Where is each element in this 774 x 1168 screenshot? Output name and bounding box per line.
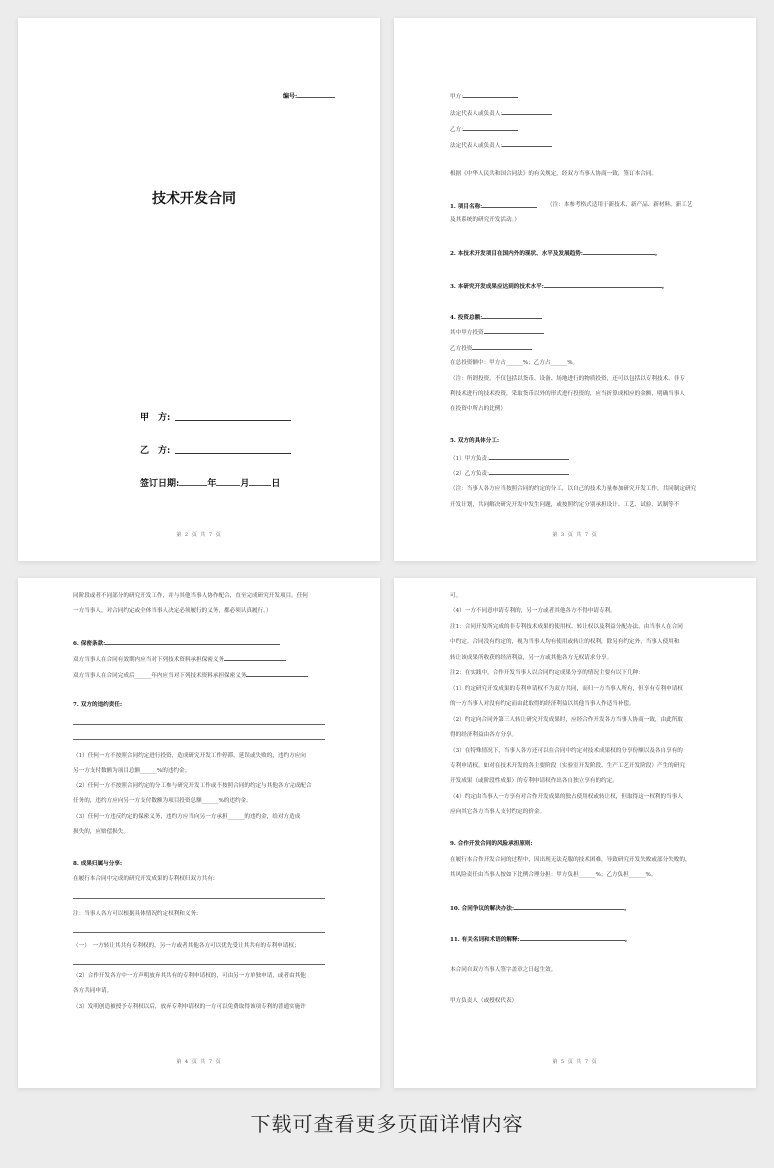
clause-text: [450, 686, 683, 693]
line-text: 任务的，违约方应向另一方支付数额为项目投资总额______%的违约金。: [73, 798, 252, 804]
clause-text: [73, 655, 286, 664]
line-text: （4）一方不同意申请专利的，另一方或者其他各方不得申请专利。: [450, 608, 616, 614]
clause-text: [73, 798, 252, 805]
clause-text: [73, 593, 308, 600]
clause-text: [450, 391, 685, 398]
line-text: 6. 保密条款:: [73, 641, 106, 647]
clause-text: [450, 171, 657, 178]
line-text: 专利申请权，如对在技术开发的各主要阶段（实验室开发阶段、生产工艺开发阶段）产生的研究: [450, 763, 685, 769]
line-text: 各方共同申请。: [73, 988, 113, 994]
line-text: 另一方支付数额为项目总额______%的违约金；: [73, 768, 191, 774]
clause-heading: 10. 合同争议的解决办法: 。: [450, 906, 630, 912]
line-text: （2）约定向合同外第三人转让研究开发成果时，应经合作开发各方当事人协商一致，由此所取: [450, 717, 683, 723]
line-text: 及其系统的研究开发活动。）: [450, 217, 520, 223]
line-text: 注2：在实践中，合作开发当事人以合同约定成果分享的情况主要有以下几种：: [450, 670, 644, 676]
clause-text: [73, 829, 129, 836]
day-label: 日: [271, 479, 281, 489]
line-text: （2）乙方负责:: [450, 471, 490, 477]
line-text: 一方当事人，对合同约定或全体当事人决定必须履行的义务，都必须认真履行。）: [73, 608, 272, 614]
year-blank: [179, 477, 207, 486]
fill-blank: [482, 313, 542, 319]
year-label: 年: [207, 479, 217, 489]
clause-text: [450, 655, 612, 662]
contract-title: 技术开发合同: [152, 191, 236, 207]
clause-text: [450, 670, 644, 677]
line-text: 2. 本技术开发项目在国内外的现状、水平及发展趋势:: [450, 251, 583, 257]
fill-blank: [105, 639, 280, 645]
clause-text: [450, 328, 544, 337]
line-text: 可。: [450, 593, 462, 599]
fill-blank: [583, 249, 655, 255]
clause-text: [450, 763, 685, 770]
blank-rule: [73, 898, 325, 899]
fill-blank: [463, 92, 518, 98]
line-text: 3. 本研究开发成果应达到的技术水平:: [450, 284, 544, 290]
clause-text: [450, 967, 556, 974]
page-number: 第 5 页 共 7 页: [552, 1059, 598, 1065]
line-text: 利技术进行的技术投资，采取货币以外的形式进行投资的，应当折算成相应的金额，明确当事人: [450, 391, 685, 397]
line-text: 甲方:: [450, 94, 464, 100]
clause-text: [73, 783, 312, 790]
fill-blank: [463, 125, 518, 131]
clause-text: [450, 717, 683, 724]
line-text: 10. 合同争议的解决办法:: [450, 906, 515, 912]
blank-rule: [73, 739, 325, 740]
clause-text: [450, 486, 696, 493]
clause-text: [450, 454, 569, 463]
line-text: 在履行本合作开发合同的过程中，因出现无法克服的技术困难，导致研究开发失败或部分失败的，: [450, 857, 691, 863]
clause-text: [450, 794, 683, 801]
line-text: 11. 有关名词和术语的解释:: [450, 937, 520, 943]
clause-text: [73, 608, 272, 615]
line-text: （2）合作开发各方中一方声明放弃其共有的专利申请权的，可由另一方单独申请，或者由其他: [73, 973, 306, 979]
line-text: 5. 双方的具体分工:: [450, 438, 500, 444]
contract-page-4: [18, 578, 380, 1088]
clause-heading: 11. 有关名词和术语的解释: 。: [450, 937, 631, 943]
line-text: 转让该成果所收获的经济利益，另一方或其他各方无权请求分享。: [450, 655, 613, 661]
page-number: 第 3 页 共 7 页: [552, 532, 598, 538]
clause-text: [73, 768, 190, 775]
clause-text: [450, 608, 616, 615]
month-blank: [216, 477, 240, 486]
line-text: 注1：合同开发所完成的非专利技术成果的使用权、转让权以及利益分配办法，由当事人在合同: [450, 624, 683, 630]
blank-rule: [73, 724, 325, 725]
line-text: （4）约定由当事人一方享有对合作开发成果的独占使用权或转让权，但取得这一权利的当事人: [450, 794, 683, 800]
party-b-label: 乙 方:: [140, 446, 171, 456]
clause-text: [450, 502, 679, 509]
contract-page-3: [394, 18, 756, 561]
clause-text: [450, 732, 517, 739]
party-b-line: [175, 453, 291, 454]
fill-blank: [544, 282, 662, 288]
line-text: 本合同自双方当事人签字盖章之日起生效。: [450, 967, 557, 973]
clause-text: [450, 748, 683, 755]
clause-text: [450, 857, 691, 864]
signing-date-row: [140, 476, 280, 489]
line-text: （1）约定研究开发成果的专利申请权不为双方共同，而归一方当事人所有，但享有专利申请权: [450, 686, 683, 692]
page-number: 第 2 页 共 7 页: [176, 532, 222, 538]
line-text: 注：当事人各方可以根据具体情况约定权利和义务:: [73, 911, 198, 917]
line-text: （1）任何一方不按照合同约定进行投资，造成研究开发工作停滞、延误或失败的，违约方应向: [73, 753, 306, 759]
clause-text: [73, 943, 300, 950]
serial-number-field: [283, 91, 335, 100]
clause-text: [450, 593, 461, 600]
clause-heading: 3. 本研究开发成果应达到的技术水平: 。: [450, 284, 668, 290]
clause-text: [450, 778, 618, 785]
line-text: 甲方负责人（或授权代表）: [450, 998, 518, 1004]
clause-text: [450, 469, 569, 478]
line-text: 双方当事人在合同有效期内应当对下列技术资料承担保密义务: [73, 657, 225, 663]
line-text: 开发成果（或阶段性成果）的专利申请权作出各自独立享有的约定。: [450, 778, 618, 784]
line-text: （3）发明创造被授予专利权以后，放弃专利申请权的一方可以免费取得该项专利的普通实施许: [73, 1004, 306, 1010]
clause-heading: [73, 861, 122, 868]
line-text: 损失的，应赔偿损失。: [73, 829, 129, 835]
line-text: （注：所谓投资，不仅包括以货币、设备、场地进行的物质投资，还可以包括以专利技术、非专: [450, 376, 685, 382]
clause-text: [73, 988, 112, 995]
line-text: 1. 项目名称:: [450, 204, 483, 210]
clause-text: [73, 973, 306, 980]
clause-text: [450, 92, 518, 101]
clause-text: [450, 624, 683, 631]
clause-text: [450, 406, 506, 413]
clause-text: [73, 876, 215, 883]
fill-blank: [502, 141, 552, 147]
line-text: 的一方当事人对没有约定而由此取得的经济利益以其他当事人作适当补偿。: [450, 701, 635, 707]
day-blank: [249, 477, 271, 486]
signing-date-label: 签订日期:: [140, 479, 180, 489]
clause-text: （注：本参考格式适用于新技术、新产品、新材料、新工艺: [547, 202, 693, 208]
clause-text: [450, 376, 685, 383]
clause-text: [450, 141, 552, 150]
serial-number-blank: [297, 92, 335, 98]
line-text: 4. 投资总额:: [450, 315, 483, 321]
fill-blank: [472, 344, 532, 350]
clause-text: [73, 814, 300, 821]
clause-text: [73, 753, 306, 760]
line-text: 中约定。合同没有约定的，视为当事人均有使用或转让的权利，除另有约定外，当事人使用和: [450, 639, 680, 645]
line-text: 9. 合作开发合同的风险承担原则:: [450, 841, 533, 847]
line-text: （1）甲方负责:: [450, 456, 490, 462]
clause-text: [450, 872, 656, 879]
line-text: 得的经济利益由各方分享。: [450, 732, 518, 738]
download-caption: 下载可查看更多页面详情内容: [250, 1112, 524, 1136]
line-text: 法定代表人或负责人:: [450, 143, 503, 149]
fill-blank: [482, 202, 537, 208]
clause-text: [450, 639, 679, 646]
line-text: 其风险责任由当事人按如下比例合理分担：甲方负担______%；乙方负担______%。: [450, 872, 657, 878]
clause-text: [73, 671, 308, 680]
line-text: 同阶段或者不同部分的研究开发工作，并与其他当事人协作配合，直至完成研究开发项目。任何: [73, 593, 308, 599]
party-a-line: [175, 420, 291, 421]
clause-text: [450, 360, 578, 367]
clause-text: [450, 809, 545, 816]
line-text: 在投资中所占的比例）: [450, 406, 506, 412]
fill-blank: [489, 469, 569, 475]
line-text: 根据《中华人民共和国合同法》的有关规定，经双方当事人协商一致，签订本合同。: [450, 171, 657, 177]
line-text: 在总投资额中：甲方占______%；乙方占______%。: [450, 360, 579, 366]
line-text: 7. 双方的违约责任:: [73, 702, 123, 708]
blank-rule: [73, 964, 325, 965]
clause-heading: [450, 202, 537, 211]
line-text: 开发计划，共同解决研究开发中发生问题，或按照约定分别承担设计、工艺、试验、试制等不: [450, 502, 680, 508]
line-text: （一） 一方转让其共有专利权的，另一方或者其他各方可以优先受让其共有的专利申请权；: [73, 943, 300, 949]
blank-rule: [73, 932, 325, 933]
fill-blank: [224, 655, 286, 661]
clause-heading: 2. 本技术开发项目在国内外的现状、水平及发展趋势: 。: [450, 251, 661, 257]
clause-text: [450, 998, 517, 1005]
fill-blank: [489, 454, 569, 460]
clause-text: [450, 109, 552, 118]
party-a-label: 甲 方:: [140, 413, 171, 423]
clause-heading: [450, 313, 542, 322]
clause-text: [450, 701, 635, 708]
fill-blank: [246, 671, 308, 677]
line-text: （注：当事人各方应当按照合同的约定的分工，以自己的技术力量参加研究开发工作，共同制定研究: [450, 486, 697, 492]
fill-blank: [520, 935, 625, 941]
line-text: 法定代表人或负责人:: [450, 111, 503, 117]
clause-text: [73, 911, 198, 918]
clause-heading: [73, 702, 122, 709]
fill-blank: [514, 904, 624, 910]
line-text: 乙方投资: [450, 346, 473, 352]
clause-text: [450, 344, 532, 353]
fill-blank: [484, 328, 544, 334]
clause-heading: [450, 438, 499, 445]
line-text: （3）在特殊情况下，当事人各方还可以在合同中约定对技术成果权的分享份额以及各自享有的: [450, 748, 683, 754]
line-text: （2）任何一方不按照合同约定的分工参与研究开发工作或不按照合同的约定与其他各方完成配合: [73, 783, 312, 789]
line-text: 8. 成果归属与分享:: [73, 861, 123, 867]
fill-blank: [502, 109, 552, 115]
line-text: 其中甲方投资: [450, 330, 484, 336]
line-text: 应向其它各方当事人支付约定的价金。: [450, 809, 546, 815]
line-text: 乙方:: [450, 127, 464, 133]
contract-page-5: [394, 578, 756, 1088]
clause-text: [450, 217, 520, 224]
line-text: 在履行本合同中完成的研究开发成果的专利权归双方共有:: [73, 876, 215, 882]
line-text: 双方当事人在合同完成后______年内应当对下列技术资料承担保密义务: [73, 673, 247, 679]
month-label: 月: [240, 479, 250, 489]
clause-text: [73, 1004, 306, 1011]
line-text: （3）任何一方违反约定的保密义务，违约方应当向另一方承担______的违约金，给对方造成: [73, 814, 301, 820]
clause-text: [450, 125, 518, 134]
clause-heading: [450, 841, 533, 848]
page-number: 第 4 页 共 7 页: [176, 1059, 222, 1065]
contract-page-cover: [18, 18, 380, 561]
clause-heading: [73, 639, 280, 648]
serial-number-label: 编号:: [283, 93, 298, 100]
